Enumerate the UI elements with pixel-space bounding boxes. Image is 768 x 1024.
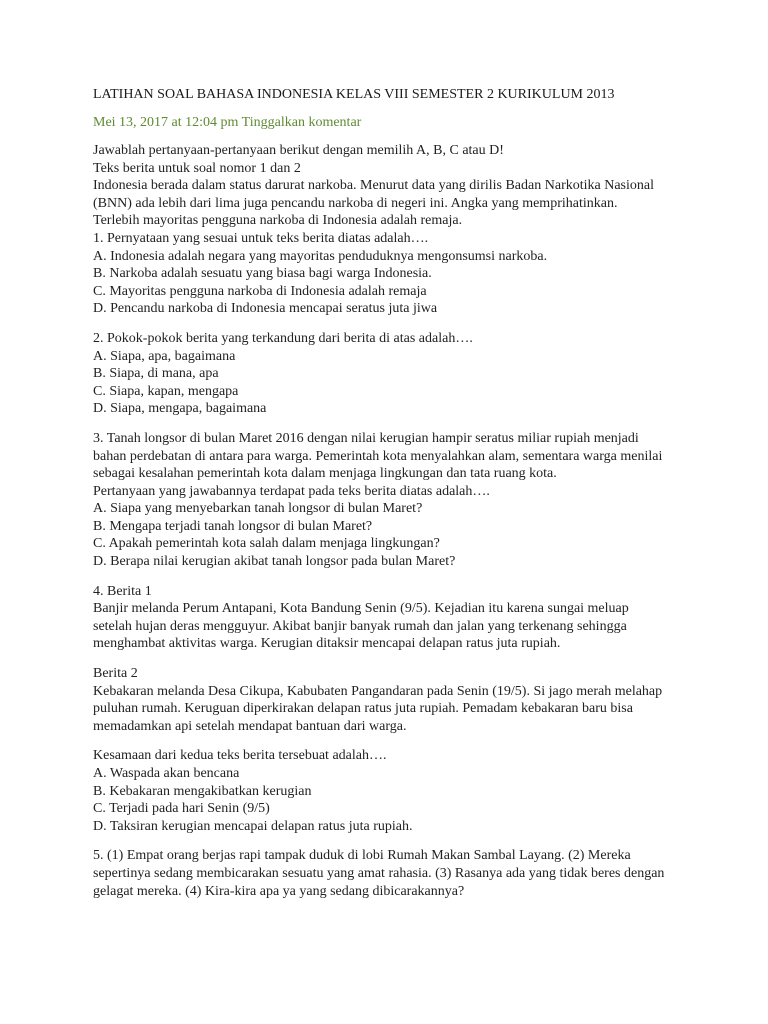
paragraph bbox=[93, 583, 693, 653]
text-line: 1. Pernyataan yang sesuai untuk teks berita diatas adalah…. bbox=[93, 230, 429, 246]
text-line: D. Pencandu narkoba di Indonesia mencapai seratus juta jiwa bbox=[93, 301, 438, 317]
text-line: puluhan rumah. Keruguan diperkirakan delapan ratus juta rupiah. Pemadam kebakaran baru bisa bbox=[93, 701, 633, 717]
text-line: (BNN) ada lebih dari lima juga pencandu narkoba di negeri ini. Angka yang memprihatinkan. bbox=[93, 195, 618, 211]
text-line: Kebakaran melanda Desa Cikupa, Kabubaten Pangandaran pada Senin (19/5). Si jago merah melahap bbox=[93, 683, 663, 699]
text-line: A. Waspada akan bencana bbox=[93, 766, 240, 781]
paragraph bbox=[93, 747, 693, 835]
paragraph bbox=[93, 847, 693, 900]
text-line: D. Berapa nilai kerugian akibat tanah longsor pada bulan Maret? bbox=[93, 554, 456, 570]
text-line: A. Siapa, apa, bagaimana bbox=[93, 348, 236, 364]
text-line: menghambat aktivitas warga. Kerugian ditaksir mencapai delapan ratus juta rupiah. bbox=[93, 636, 561, 652]
text-line: A. Indonesia adalah negara yang mayoritas penduduknya mengonsumsi narkoba. bbox=[93, 248, 548, 264]
text-line: C. Siapa, kapan, mengapa bbox=[93, 383, 239, 399]
text-line: A. Siapa yang menyebarkan tanah longsor di bulan Maret? bbox=[93, 501, 423, 517]
text-line: bahan perdebatan di antara para warga. Pemerintah kota menyalahkan alam, sementara warga menilai bbox=[93, 448, 663, 464]
text-line: C. Terjadi pada hari Senin (9/5) bbox=[93, 801, 270, 817]
paragraph bbox=[93, 330, 693, 418]
text-line: B. Mengapa terjadi tanah longsor di bulan Maret? bbox=[93, 518, 373, 534]
page-title: LATIHAN SOAL BAHASA INDONESIA KELAS VIII SEMESTER 2 KURIKULUM 2013 bbox=[93, 87, 615, 102]
text-line: 4. Berita 1 bbox=[93, 583, 152, 599]
text-line: B. Siapa, di mana, apa bbox=[93, 366, 219, 382]
text-line: 5. (1) Empat orang berjas rapi tampak duduk di lobi Rumah Makan Sambal Layang. (2) Mereka bbox=[93, 848, 631, 864]
text-line: Indonesia berada dalam status darurat narkoba. Menurut data yang dirilis Badan Narkotika Nasional bbox=[93, 178, 654, 194]
text-line: B. Kebakaran mengakibatkan kerugian bbox=[93, 783, 312, 799]
text-line: Jawablah pertanyaan-pertanyaan berikut dengan memilih A, B, C atau D! bbox=[93, 143, 504, 158]
text-line: 2. Pokok-pokok berita yang terkandung dari berita di atas adalah…. bbox=[93, 330, 473, 346]
text-line: C. Apakah pemerintah kota salah dalam menjaga lingkungan? bbox=[93, 536, 440, 552]
text-line: Pertanyaan yang jawabannya terdapat pada teks berita diatas adalah…. bbox=[93, 483, 490, 499]
text-line: Kesamaan dari kedua teks berita tersebuat adalah…. bbox=[93, 748, 387, 764]
document-body bbox=[93, 142, 693, 900]
paragraph bbox=[93, 665, 693, 735]
text-line: setelah hujan deras mengguyur. Akibat banjir banyak rumah dan jalan yang terkenang sehingga bbox=[93, 618, 627, 634]
text-line: sepertinya sedang membicarakan sesuatu yang amat rahasia. (3) Rasanya ada yang tidak beres dengan bbox=[93, 865, 665, 881]
text-line: D. Taksiran kerugian mencapai delapan ratus juta rupiah. bbox=[93, 818, 413, 834]
text-line: B. Narkoba adalah sesuatu yang biasa bagi warga Indonesia. bbox=[93, 266, 432, 282]
paragraph bbox=[93, 142, 693, 318]
text-line: C. Mayoritas pengguna narkoba di Indonesia adalah remaja bbox=[93, 283, 427, 299]
paragraph bbox=[93, 430, 693, 571]
text-line: gelagat mereka. (4) Kira-kira apa ya yang sedang dibicarakannya? bbox=[93, 883, 465, 899]
text-line: D. Siapa, mengapa, bagaimana bbox=[93, 401, 267, 417]
text-line: sebagai kesalahan pemerintah kota dalam menjaga lingkungan dan tata ruang kota. bbox=[93, 466, 557, 482]
document-content bbox=[93, 86, 693, 912]
text-line: Banjir melanda Perum Antapani, Kota Bandung Senin (9/5). Kejadian itu karena sungai meluap bbox=[93, 601, 629, 617]
text-line: 3. Tanah longsor di bulan Maret 2016 dengan nilai kerugian hampir seratus miliar rupiah menjadi bbox=[93, 430, 639, 446]
text-line: memadamkan api setelah mendapat bantuan dari warga. bbox=[93, 718, 407, 734]
text-line: Berita 2 bbox=[93, 666, 138, 682]
post-meta: Mei 13, 2017 at 12:04 pm Tinggalkan komentar bbox=[93, 115, 362, 130]
text-line: Teks berita untuk soal nomor 1 dan 2 bbox=[93, 160, 301, 176]
text-line: Terlebih mayoritas pengguna narkoba di Indonesia adalah remaja. bbox=[93, 213, 463, 229]
